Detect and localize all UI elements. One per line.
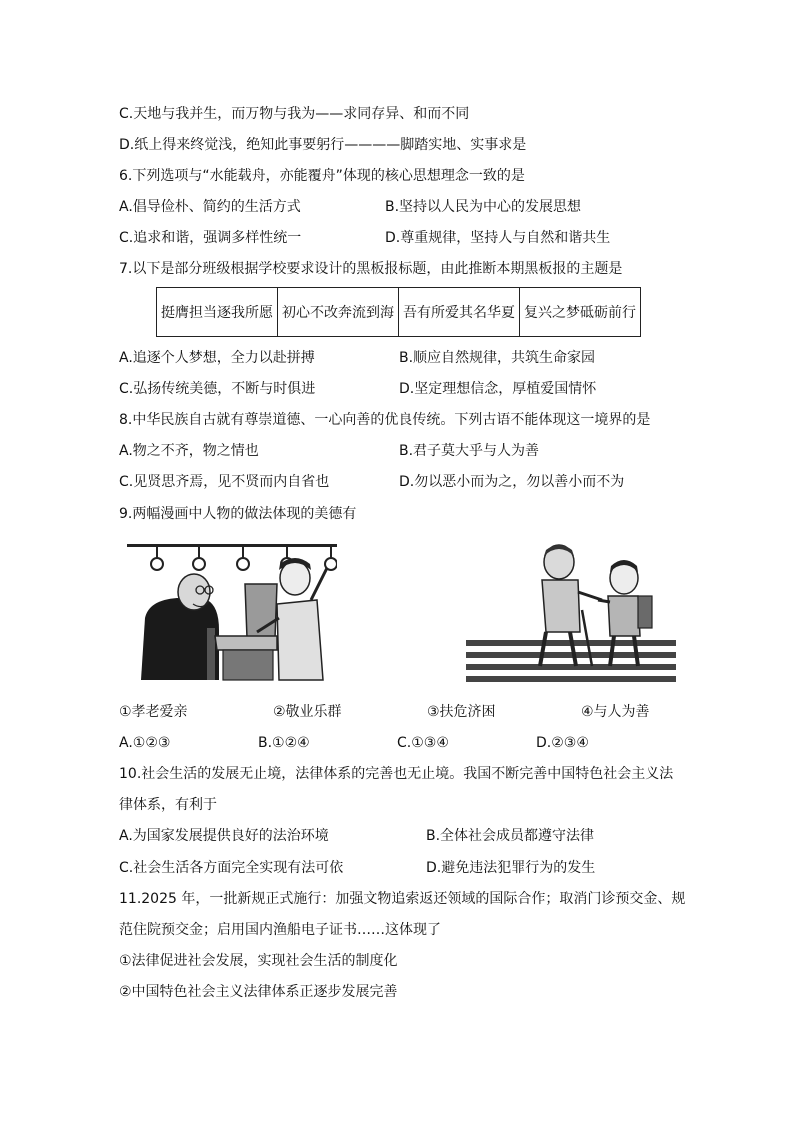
q9-option-c: C.①③④ [397, 735, 449, 751]
q11-item-2: ②中国特色社会主义法律体系正逐步发展完善 [119, 984, 398, 1000]
q7-option-c: C.弘扬传统美德，不断与时俱进 [119, 381, 316, 397]
q9-item-3: ③扶危济困 [427, 704, 496, 720]
q8-option-a: A.物之不齐，物之情也 [119, 443, 259, 459]
board-title-1: 挺膺担当逐我所愿 [157, 288, 278, 337]
q6-stem: 6.下列选项与“水能载舟，亦能覆舟”体现的核心思想理念一致的是 [119, 168, 525, 184]
boy-with-backpack [598, 560, 652, 666]
board-title-2: 初心不改奔流到海 [278, 288, 399, 337]
blackboard-titles-table [156, 287, 641, 337]
q7-option-a: A.追逐个人梦想，全力以赴拼搏 [119, 350, 315, 366]
board-title-4: 复兴之梦砥砺前行 [520, 288, 641, 337]
q9-stem: 9.两幅漫画中人物的做法体现的美德有 [119, 506, 357, 522]
q5-option-c: C.天地与我并生，而万物与我为——求同存异、和而不同 [119, 106, 470, 122]
elderly-man-with-cane [540, 545, 602, 666]
q6-option-d: D.尊重规律，坚持人与自然和谐共生 [385, 230, 611, 246]
q7-stem: 7.以下是部分班级根据学校要求设计的黑板报标题，由此推断本期黑板报的主题是 [119, 261, 623, 277]
q11-stem-line1: 11.2025 年，一批新规正式施行：加强文物追索返还领域的国际合作；取消门诊预交金、规 [119, 891, 686, 907]
q9-item-2: ②敬业乐群 [273, 704, 342, 720]
q8-stem: 8.中华民族自古就有尊崇道德、一心向善的优良传统。下列古语不能体现这一境界的是 [119, 412, 651, 428]
board-title-3: 吾有所爱其名华夏 [399, 288, 520, 337]
q6-option-b: B.坚持以人民为中心的发展思想 [385, 199, 582, 215]
q6-option-a: A.倡导俭朴、简约的生活方式 [119, 199, 301, 215]
q9-option-d: D.②③④ [536, 735, 589, 751]
bus-handrail [127, 544, 337, 547]
q10-option-b: B.全体社会成员都遵守法律 [426, 828, 595, 844]
q10-option-a: A.为国家发展提供良好的法治环境 [119, 828, 329, 844]
q7-option-b: B.顺应自然规律，共筑生命家园 [399, 350, 596, 366]
bus-seat [215, 584, 277, 680]
q10-option-d: D.避免违法犯罪行为的发生 [426, 860, 596, 876]
q5-option-d: D.纸上得来终觉浅，绝知此事要躬行————脚踏实地、实事求是 [119, 137, 527, 153]
q9-option-b: B.①②④ [258, 735, 310, 751]
q8-option-b: B.君子莫大乎与人为善 [399, 443, 540, 459]
elderly-man [141, 574, 219, 680]
cartoon-crossing-help [466, 540, 676, 682]
q9-option-a: A.①②③ [119, 735, 171, 751]
q9-item-4: ④与人为善 [581, 704, 650, 720]
q10-stem-line2: 律体系，有利于 [119, 797, 217, 813]
q11-item-1: ①法律促进社会发展，实现社会生活的制度化 [119, 953, 398, 969]
q10-stem-line1: 10.社会生活的发展无止境，法律体系的完善也无止境。我国不断完善中国特色社会主义法 [119, 766, 674, 782]
q7-option-d: D.坚定理想信念，厚植爱国情怀 [399, 381, 597, 397]
q11-stem-line2: 范住院预交金；启用国内渔船电子证书……这体现了 [119, 922, 441, 938]
q6-option-c: C.追求和谐，强调多样性统一 [119, 230, 302, 246]
q10-option-c: C.社会生活各方面完全实现有法可依 [119, 860, 344, 876]
q8-option-d: D.勿以恶小而为之，勿以善小而不为 [399, 474, 625, 490]
q9-item-1: ①孝老爱亲 [119, 704, 188, 720]
q8-option-c: C.见贤思齐焉，见不贤而内自省也 [119, 474, 330, 490]
cartoon-bus-seat [127, 540, 337, 682]
